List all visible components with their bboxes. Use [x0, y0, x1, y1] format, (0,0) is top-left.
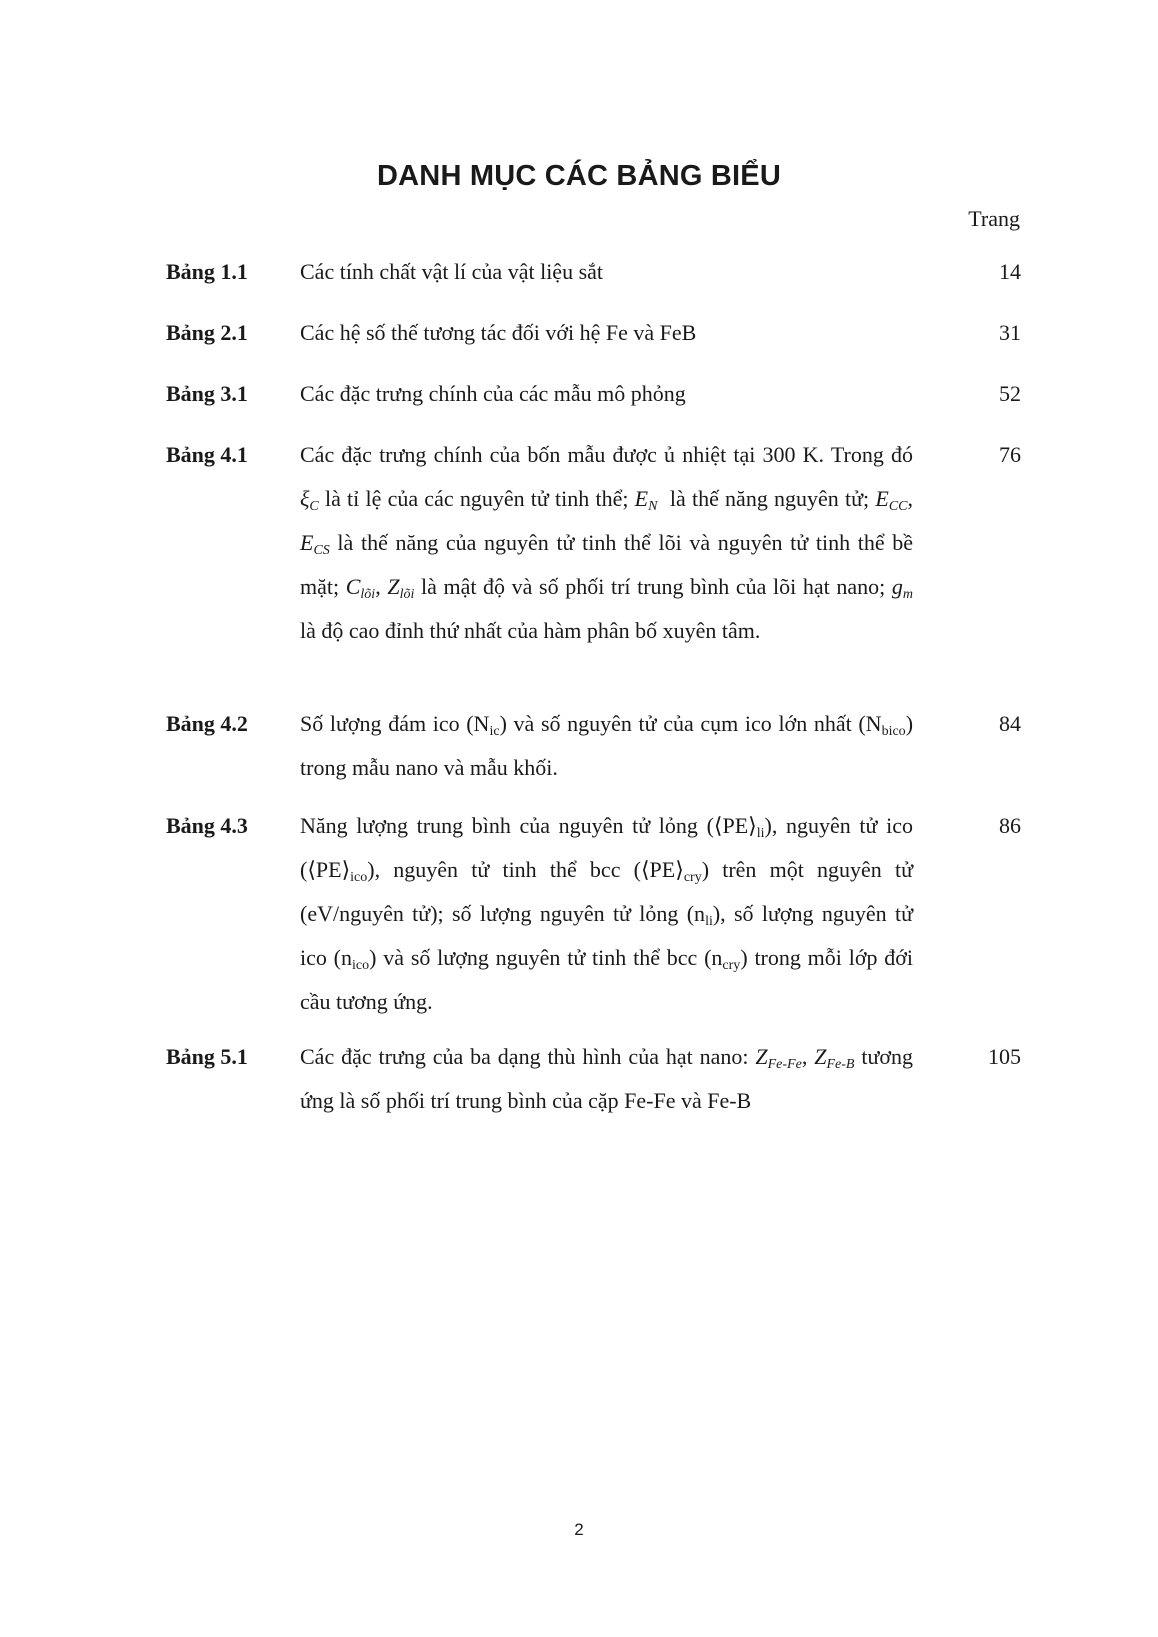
page-number: 105: [988, 1044, 1021, 1069]
table-label: Bảng 1.1: [166, 259, 248, 284]
table-description: Các đặc trưng chính của bốn mẫu được ủ nhiệt tại 300 K. Trong đó $\xi_C$ là tỉ lệ của các nguyên tử tinh thể; $E_N$ là thế năng nguyên tử; $E_{CC}$, $E_{CS}$ là thế năng của nguyên tử tinh thể lõi và nguyên tử tinh thể bề mặt; $C_{lõi}$, $Z_{lõi}$ là mật độ và số phối trí trung bình của lõi hạt nano; $g_m$ là độ cao đỉnh thứ nhất của hàm phân bố xuyên tâm.: [300, 442, 913, 643]
page-number: 52: [999, 381, 1021, 406]
page-number: 76: [999, 442, 1021, 467]
table-description: Các tính chất vật lí của vật liệu sắt: [300, 259, 604, 284]
table-description: Số lượng đám ico $(N_{ic})$ và số nguyên tử của cụm ico lớn nhất $(N_{bico})$ trong mẫu nano và mẫu khối.: [300, 711, 914, 780]
page-title: DANH MỤC CÁC BẢNG BIỂU: [377, 160, 781, 192]
table-label: Bảng 3.1: [166, 381, 248, 406]
table-label: Bảng 4.1: [166, 442, 248, 467]
footer-page-number: 2: [574, 1520, 584, 1539]
table-label: Bảng 5.1: [166, 1044, 248, 1069]
page-column-header: Trang: [968, 206, 1020, 231]
page-number: 14: [999, 259, 1021, 284]
page-number: 84: [999, 711, 1021, 736]
table-description: Các hệ số thế tương tác đối với hệ Fe và FeB: [300, 320, 697, 345]
page-number: 31: [999, 320, 1021, 345]
page-number: 86: [999, 813, 1021, 838]
table-description: Năng lượng trung bình của nguyên tử lỏng $(⟨PE⟩_{li})$, nguyên tử ico $(⟨PE⟩_{ico})$, nguyên tử tinh thể bcc $(⟨PE⟩_{cry})$ trên một nguyên tử (eV/nguyên tử); số lượng nguyên tử lỏng $(n_{li})$, số lượng nguyên tử ico $(n_{ico})$ và số lượng nguyên tử tinh thể bcc $(n_{cry})$ trong mỗi lớp đới cầu tương ứng.: [300, 813, 913, 1014]
table-label: Bảng 2.1: [166, 320, 248, 345]
table-description: Các đặc trưng của ba dạng thù hình của hạt nano: $Z_{Fe-Fe}$, $Z_{Fe-B}$ tương ứng là số phối trí trung bình của cặp Fe-Fe và Fe-B: [300, 1044, 914, 1113]
table-label: Bảng 4.2: [166, 711, 248, 736]
table-label: Bảng 4.3: [166, 813, 248, 838]
table-description: Các đặc trưng chính của các mẫu mô phỏng: [300, 381, 686, 406]
